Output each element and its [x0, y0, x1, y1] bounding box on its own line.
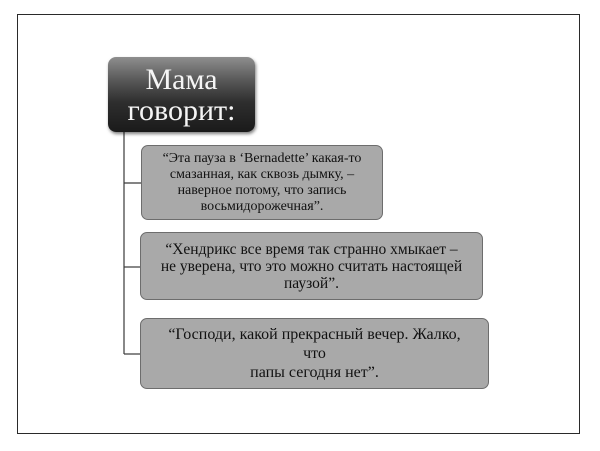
quote-2-line-2: не уверена, что это можно считать настоящей: [160, 257, 463, 275]
quote-node-1: [141, 145, 383, 220]
quote-3-line-2: папы сегодня нет”.: [250, 364, 379, 381]
quote-1-line-1: “Эта пауза в ‘Bernadette’ какая-то: [162, 150, 362, 166]
root-title-line-1: Мама: [145, 62, 218, 96]
quote-node-2: [140, 232, 483, 300]
root-node: [108, 57, 255, 132]
quote-2-line-3: паузой”.: [284, 274, 339, 292]
quote-node-3: [140, 318, 489, 389]
root-title-line-2: говорит:: [127, 93, 236, 127]
quote-1-line-2: смазанная, как сквозь дымку, –: [169, 166, 355, 182]
quote-3-line-1: “Господи, какой прекрасный вечер. Жалко, что: [168, 326, 461, 362]
quote-1-line-4: восьмидорожечная”.: [200, 198, 324, 214]
quote-1-line-3: наверное потому, что запись: [177, 182, 347, 198]
quote-2-line-1: “Хендрикс все время так странно хмыкает –: [165, 240, 458, 258]
